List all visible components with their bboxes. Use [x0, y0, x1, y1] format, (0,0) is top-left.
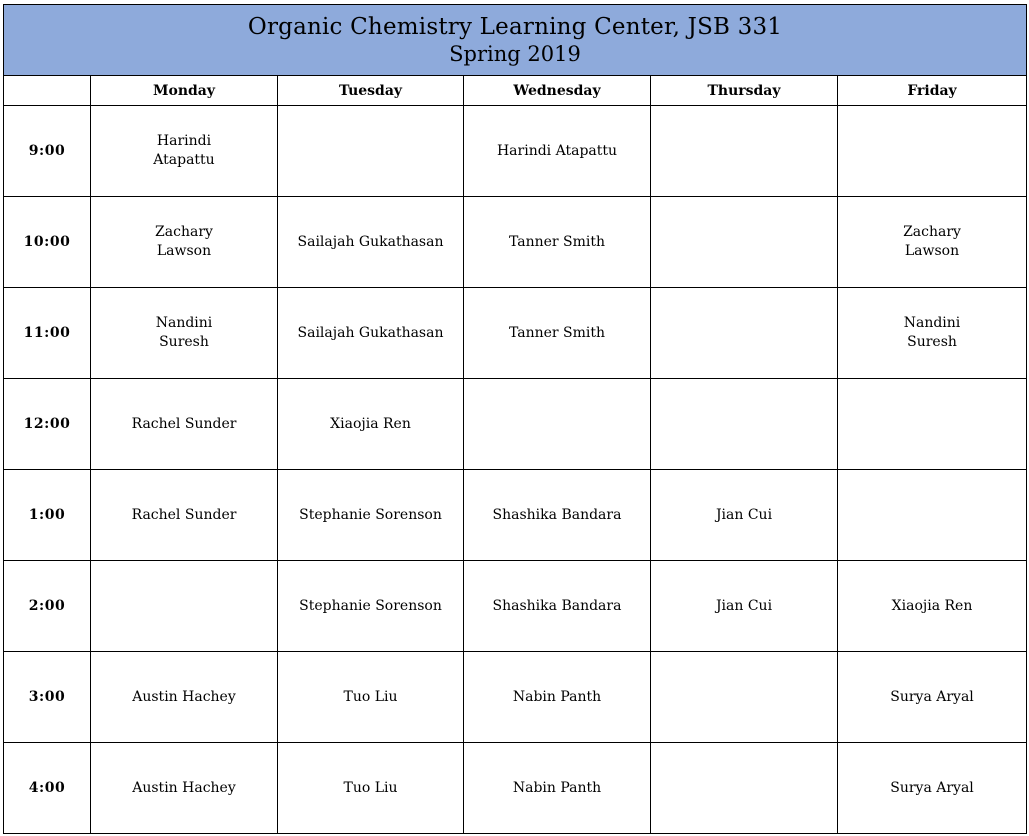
tutor-name: Jian Cui: [715, 506, 773, 523]
page-title: Organic Chemistry Learning Center, JSB 331: [247, 14, 783, 40]
tutor-name: Xiaojia Ren: [330, 415, 411, 432]
slot-cell-thursday: [651, 743, 838, 834]
time-label: 1:00: [4, 470, 91, 561]
tutor-name: Stephanie Sorenson: [299, 506, 442, 523]
slot-cell-friday: [838, 561, 1027, 652]
slot-cell-monday: [91, 197, 278, 288]
slot-cell-friday: [838, 288, 1027, 379]
title-row: [4, 5, 1027, 76]
tutor-name: Tanner Smith: [508, 233, 606, 250]
slot-cell-friday: [838, 470, 1027, 561]
time-slot-row: [4, 106, 1027, 197]
slot-cell-monday: [91, 379, 278, 470]
slot-cell-thursday: [651, 379, 838, 470]
slot-cell-thursday: [651, 197, 838, 288]
tutor-name: Rachel Sunder: [131, 506, 237, 523]
tutor-name: Shashika Bandara: [492, 506, 622, 523]
time-label: 4:00: [4, 743, 91, 834]
time-label: 11:00: [4, 288, 91, 379]
slot-cell-tuesday: [278, 470, 464, 561]
slot-cell-tuesday: [278, 652, 464, 743]
tutor-name: Austin Hachey: [132, 779, 236, 796]
slot-cell-thursday: [651, 470, 838, 561]
slot-cell-wednesday: [464, 379, 651, 470]
slot-cell-wednesday: [464, 106, 651, 197]
slot-cell-friday: [838, 743, 1027, 834]
day-header-tuesday: Tuesday: [278, 76, 464, 106]
time-label: 12:00: [4, 379, 91, 470]
slot-cell-tuesday: [278, 197, 464, 288]
day-header-thursday: Thursday: [651, 76, 838, 106]
time-label: 10:00: [4, 197, 91, 288]
time-slot-row: [4, 379, 1027, 470]
tutor-name: Nabin Panth: [512, 779, 602, 796]
slot-cell-tuesday: [278, 106, 464, 197]
tutor-name: Jian Cui: [715, 597, 773, 614]
time-slot-row: [4, 197, 1027, 288]
slot-cell-monday: [91, 561, 278, 652]
slot-cell-tuesday: [278, 561, 464, 652]
term-label: Spring 2019: [449, 42, 581, 66]
schedule-table: [3, 4, 1027, 834]
day-header-row: [4, 76, 1027, 106]
tutor-name: Surya Aryal: [890, 688, 974, 705]
slot-cell-wednesday: [464, 288, 651, 379]
tutor-name: Sailajah Gukathasan: [297, 324, 444, 341]
tutor-name: Nandini Suresh: [155, 315, 213, 350]
tutor-name: Tanner Smith: [508, 324, 606, 341]
slot-cell-thursday: [651, 652, 838, 743]
day-header-friday: Friday: [838, 76, 1027, 106]
slot-cell-friday: [838, 379, 1027, 470]
tutor-name: Harindi Atapattu: [153, 133, 215, 168]
slot-cell-tuesday: [278, 288, 464, 379]
tutor-name: Harindi Atapattu: [496, 142, 618, 159]
tutor-name: Nandini Suresh: [903, 315, 961, 350]
tutor-name: Zachary Lawson: [903, 224, 961, 259]
tutor-name: Rachel Sunder: [131, 415, 237, 432]
time-slot-row: [4, 470, 1027, 561]
slot-cell-thursday: [651, 561, 838, 652]
tutor-name: Tuo Liu: [343, 779, 398, 796]
time-slot-row: [4, 288, 1027, 379]
time-label: 9:00: [4, 106, 91, 197]
slot-cell-friday: [838, 197, 1027, 288]
tutor-name: Stephanie Sorenson: [299, 597, 442, 614]
time-label: 3:00: [4, 652, 91, 743]
time-slot-row: [4, 561, 1027, 652]
slot-cell-wednesday: [464, 561, 651, 652]
slot-cell-monday: [91, 743, 278, 834]
tutor-name: Surya Aryal: [890, 779, 974, 796]
slot-cell-wednesday: [464, 743, 651, 834]
day-header-monday: Monday: [91, 76, 278, 106]
tutor-name: Tuo Liu: [343, 688, 398, 705]
slot-cell-wednesday: [464, 197, 651, 288]
tutor-name: Nabin Panth: [512, 688, 602, 705]
slot-cell-thursday: [651, 288, 838, 379]
slot-cell-monday: [91, 288, 278, 379]
slot-cell-monday: [91, 470, 278, 561]
time-slot-row: [4, 743, 1027, 834]
tutor-name: Austin Hachey: [132, 688, 236, 705]
slot-cell-thursday: [651, 106, 838, 197]
time-slot-row: [4, 652, 1027, 743]
time-label: 2:00: [4, 561, 91, 652]
slot-cell-tuesday: [278, 743, 464, 834]
slot-cell-monday: [91, 652, 278, 743]
day-header-wednesday: Wednesday: [464, 76, 651, 106]
tutor-name: Xiaojia Ren: [891, 597, 973, 614]
slot-cell-wednesday: [464, 470, 651, 561]
slot-cell-wednesday: [464, 652, 651, 743]
slot-cell-friday: [838, 652, 1027, 743]
slot-cell-friday: [838, 106, 1027, 197]
corner-cell: [4, 76, 91, 106]
slot-cell-monday: [91, 106, 278, 197]
tutor-name: Shashika Bandara: [492, 597, 622, 614]
slot-cell-tuesday: [278, 379, 464, 470]
title-banner: [4, 5, 1027, 76]
schedule-sheet: [3, 4, 1026, 834]
tutor-name: Sailajah Gukathasan: [297, 233, 444, 250]
tutor-name: Zachary Lawson: [155, 224, 213, 259]
